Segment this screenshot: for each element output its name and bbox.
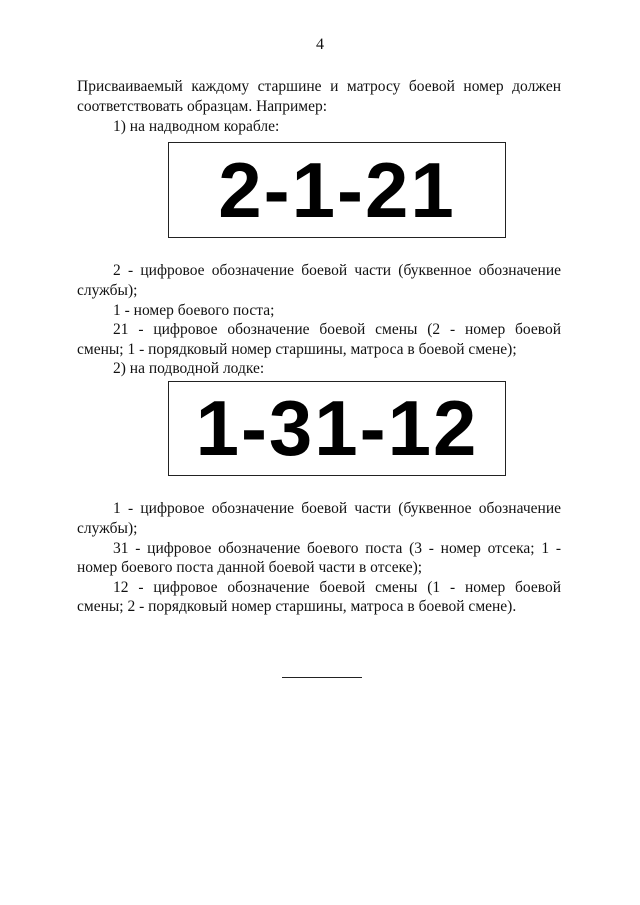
ex1-desc1-line1: 2 - цифровое обозначение боевой части (буквенное обозначение <box>113 262 561 279</box>
ex2-desc1-line2: службы); <box>77 520 138 537</box>
page-number: 4 <box>316 36 324 53</box>
ex2-desc2-line2: номер боевого поста данной боевой части в отсеке); <box>77 559 423 576</box>
ex2-desc3-line1: 12 - цифровое обозначение боевой смены (1 - номер боевой <box>113 579 561 596</box>
ex2-desc2-line1: 31 - цифровое обозначение боевого поста (3 - номер отсека; 1 - <box>113 540 561 557</box>
ex1-desc3-line1: 21 - цифровое обозначение боевой смены (2 - номер боевой <box>113 321 561 338</box>
item-1-label: 1) на надводном корабле: <box>113 118 280 135</box>
end-of-document-rule <box>282 677 362 678</box>
example-number-box-1 <box>168 142 506 238</box>
intro-line-1: Присваиваемый каждому старшине и матросу боевой номер должен <box>77 78 561 95</box>
ex2-desc3-line2: смены; 2 - порядковый номер старшины, матроса в боевой смене). <box>77 598 517 615</box>
ex1-desc2: 1 - номер боевого поста; <box>113 302 275 319</box>
item-2-label: 2) на подводной лодке: <box>113 360 265 377</box>
ex1-desc1-line2: службы); <box>77 282 138 299</box>
combat-number-surface-ship: 2-1-21 <box>218 145 456 234</box>
ex2-desc1-line1: 1 - цифровое обозначение боевой части (буквенное обозначение <box>113 500 561 517</box>
intro-line-2: соответствовать образцам. Например: <box>77 98 328 115</box>
example-number-box-2 <box>168 381 506 476</box>
combat-number-submarine: 1-31-12 <box>195 384 479 472</box>
ex1-desc3-line2: смены; 1 - порядковый номер старшины, матроса в боевой смене); <box>77 341 517 358</box>
